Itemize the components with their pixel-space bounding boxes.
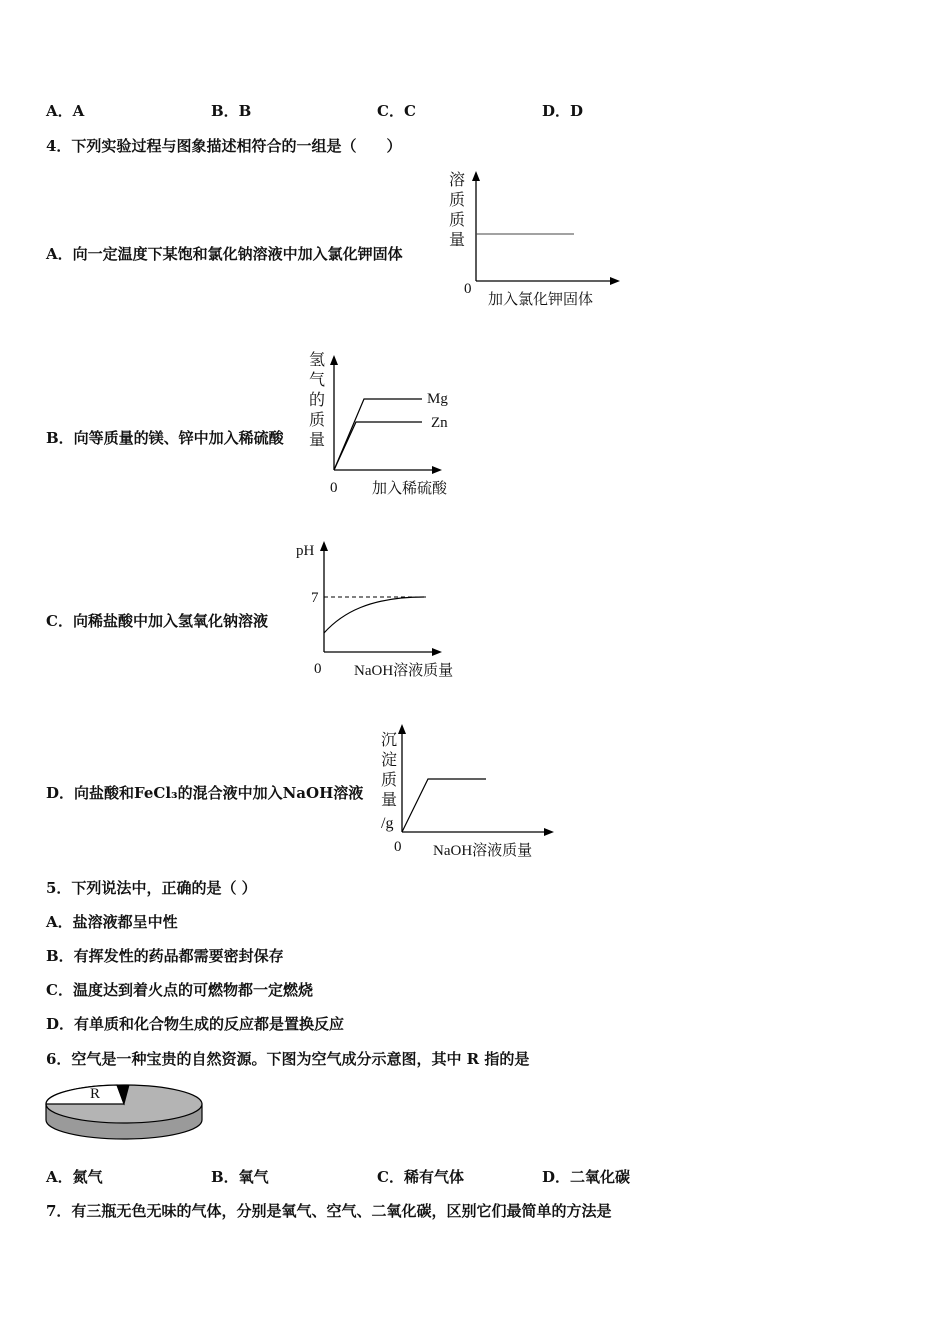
q6-pie-chart bbox=[40, 1076, 210, 1144]
q4-a-xlabel: 加入氯化钾固体 bbox=[488, 292, 594, 308]
q4-b-origin: 0 bbox=[330, 480, 338, 496]
q4-a-ylabel-3: 质 bbox=[449, 212, 466, 229]
q4-d-xlabel: NaOH溶液质量 bbox=[433, 843, 533, 859]
q3-option-b[interactable]: B．B bbox=[211, 102, 252, 120]
q6-option-c[interactable]: C．稀有气体 bbox=[377, 1168, 464, 1186]
q4-option-b[interactable]: B．向等质量的镁、锌中加入稀硫酸 bbox=[46, 429, 284, 447]
q4-option-c[interactable]: C．向稀盐酸中加入氢氧化钠溶液 bbox=[46, 612, 268, 630]
q5-option-a[interactable]: A．盐溶液都呈中性 bbox=[46, 913, 178, 931]
q6-option-b[interactable]: B．氧气 bbox=[211, 1168, 269, 1186]
q4-c-ytick-7: 7 bbox=[311, 590, 319, 606]
q4-c-origin: 0 bbox=[314, 661, 322, 677]
q4-b-chart bbox=[300, 345, 480, 505]
q4-a-x-arrow bbox=[610, 277, 620, 285]
q4-c-ylabel: pH bbox=[296, 543, 315, 559]
q4-d-ylabel-3: 质 bbox=[381, 772, 398, 789]
q4-d-x-arrow bbox=[544, 828, 554, 836]
q4-c-chart bbox=[290, 535, 470, 685]
q4-option-d[interactable]: D．向盐酸和FeCl₃的混合液中加入NaOH溶液 bbox=[46, 784, 364, 802]
q4-a-ylabel-1: 溶 bbox=[449, 172, 466, 189]
q4-b-legend-mg: Mg bbox=[427, 391, 448, 407]
q4-a-origin: 0 bbox=[464, 281, 472, 297]
q7-stem: 7．有三瓶无色无味的气体，分别是氧气、空气、二氧化碳，区别它们最简单的方法是 bbox=[46, 1202, 612, 1220]
q5-option-c[interactable]: C．温度达到着火点的可燃物都一定燃烧 bbox=[46, 981, 313, 999]
q4-d-ylabel-2: 淀 bbox=[381, 752, 398, 769]
q6-pie-label-r: R bbox=[90, 1086, 101, 1102]
q6-stem: 6．空气是一种宝贵的自然资源。下图为空气成分示意图，其中 R 指的是 bbox=[46, 1050, 530, 1068]
q4-d-ylabel-1: 沉 bbox=[381, 732, 398, 749]
q4-a-y-arrow bbox=[472, 171, 480, 181]
q4-c-x-arrow bbox=[432, 648, 442, 656]
q4-a-chart bbox=[440, 165, 630, 315]
q4-a-ylabel-2: 质 bbox=[449, 192, 466, 209]
q4-b-ylabel-4: 质 bbox=[309, 412, 326, 429]
q4-c-y-arrow bbox=[320, 541, 328, 551]
q3-option-d[interactable]: D．D bbox=[542, 102, 584, 120]
q4-b-series-zn bbox=[334, 422, 422, 470]
q4-a-ylabel-4: 量 bbox=[449, 232, 466, 249]
q4-b-ylabel-1: 氢 bbox=[309, 352, 326, 369]
q4-d-series-line bbox=[402, 779, 486, 832]
q5-option-d[interactable]: D．有单质和化合物生成的反应都是置换反应 bbox=[46, 1015, 345, 1033]
q4-d-y-arrow bbox=[398, 724, 406, 734]
q3-option-c[interactable]: C．C bbox=[377, 102, 416, 120]
q4-stem: 4．下列实验过程与图象描述相符合的一组是（ ） bbox=[46, 137, 402, 155]
q4-d-chart bbox=[372, 715, 572, 865]
q4-b-xlabel: 加入稀硫酸 bbox=[372, 481, 448, 497]
q5-option-b[interactable]: B．有挥发性的药品都需要密封保存 bbox=[46, 947, 284, 965]
q6-option-d[interactable]: D．二氧化碳 bbox=[542, 1168, 631, 1186]
q4-b-x-arrow bbox=[432, 466, 442, 474]
q6-option-a[interactable]: A．氮气 bbox=[46, 1168, 103, 1186]
q6-pie-slice-r bbox=[46, 1085, 124, 1104]
q4-b-y-arrow bbox=[330, 355, 338, 365]
q4-d-origin: 0 bbox=[394, 839, 402, 855]
q3-option-a[interactable]: A．A bbox=[46, 102, 85, 120]
q4-b-ylabel-3: 的 bbox=[309, 392, 326, 409]
q4-c-xlabel: NaOH溶液质量 bbox=[354, 663, 454, 679]
q4-d-ylabel-4: 量 bbox=[381, 792, 398, 809]
q5-stem: 5．下列说法中，正确的是（ ） bbox=[46, 879, 257, 897]
q4-b-ylabel-2: 气 bbox=[309, 372, 326, 389]
q4-option-a[interactable]: A．向一定温度下某饱和氯化钠溶液中加入氯化钾固体 bbox=[46, 245, 403, 263]
q4-c-series-line bbox=[324, 597, 424, 633]
q4-b-legend-zn: Zn bbox=[431, 415, 448, 431]
q4-d-ylabel-5: /g bbox=[381, 815, 394, 832]
q4-b-series-mg bbox=[334, 399, 422, 470]
q4-b-ylabel-5: 量 bbox=[309, 432, 326, 449]
